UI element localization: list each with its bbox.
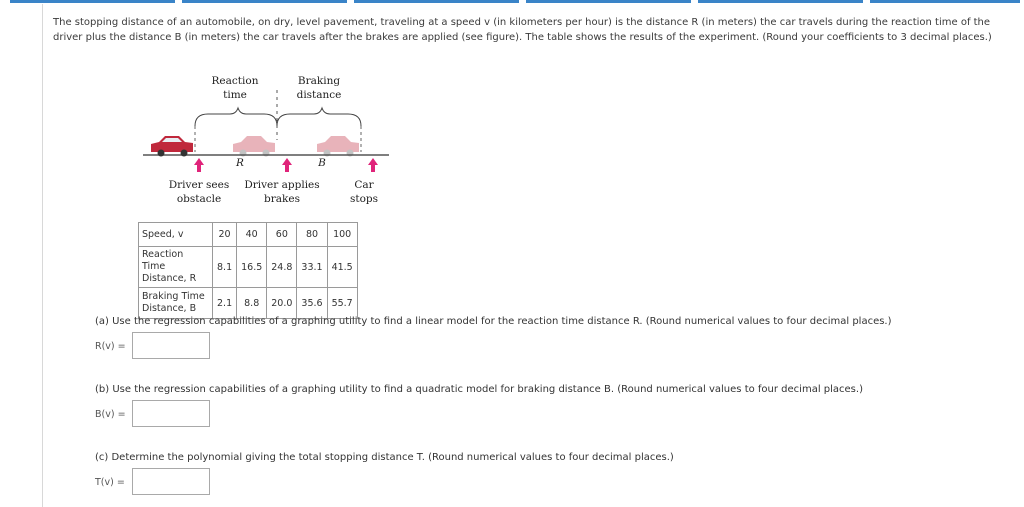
driver-sees-obstacle-label: Driver sees obstacle	[168, 179, 230, 205]
part-b-question: (b) Use the regression capabilities of a graphing utility to find a quadratic model for braking distance B. (Round numerical values to four decimal places.)	[95, 384, 863, 395]
table-cell: 8.8	[237, 288, 267, 319]
arrow-up-icon	[194, 158, 204, 172]
table-cell: 20.0	[267, 288, 297, 319]
table-cell: 20	[213, 223, 237, 247]
car-icon	[151, 136, 193, 157]
part-c-question: (c) Determine the polynomial giving the total stopping distance T. (Round numerical values to four decimal places.)	[95, 452, 674, 463]
table-cell: 100	[327, 223, 357, 247]
r-segment-label: R	[236, 157, 244, 169]
driver-applies-brakes-label: Driver applies brakes	[244, 179, 320, 205]
table-cell: 40	[237, 223, 267, 247]
car-ghost-icon	[317, 136, 359, 157]
reaction-row-header: Reaction Time Distance, R	[139, 247, 213, 288]
braking-distance-label: Braking distance	[296, 75, 342, 101]
b-segment-label: B	[318, 157, 326, 169]
part-b-answer-input[interactable]	[132, 400, 210, 427]
stopping-distance-figure	[133, 68, 433, 218]
tab-indicator	[698, 0, 863, 3]
table-cell: 80	[297, 223, 327, 247]
table-cell: 8.1	[213, 247, 237, 288]
car-stops-label: Car stops	[349, 179, 379, 205]
table-row	[139, 288, 358, 319]
experiment-data-table	[138, 222, 358, 319]
tab-indicator	[182, 0, 347, 3]
part-c-label: T(v) =	[95, 477, 125, 488]
table-row	[139, 247, 358, 288]
part-b-label: B(v) =	[95, 409, 126, 420]
tab-indicator	[870, 0, 1020, 3]
braking-row-header: Braking Time Distance, B	[139, 288, 213, 319]
table-row	[139, 223, 358, 247]
tab-indicator	[526, 0, 691, 3]
table-cell: 60	[267, 223, 297, 247]
tab-indicator	[10, 0, 175, 3]
part-a-label: R(v) =	[95, 341, 126, 352]
table-cell: 41.5	[327, 247, 357, 288]
table-cell: 24.8	[267, 247, 297, 288]
part-a-question: (a) Use the regression capabilities of a graphing utility to find a linear model for the reaction time distance R. (Round numerical values to four decimal places.)	[95, 316, 892, 327]
part-c-answer-input[interactable]	[132, 468, 210, 495]
problem-panel	[42, 4, 1019, 507]
table-cell: 55.7	[327, 288, 357, 319]
table-cell: 33.1	[297, 247, 327, 288]
part-a-answer-input[interactable]	[132, 332, 210, 359]
problem-statement: The stopping distance of an automobile, on dry, level pavement, traveling at a speed v (in kilometers per hour) is the distance R (in meters) the car travels during the reaction time of the driver plus the distance B (in meters) the car travels after the brakes are applied (see figure). The table shows the results of the experiment. (Round your coefficients to 3 decimal places.)	[53, 17, 992, 43]
car-ghost-icon	[233, 136, 275, 157]
arrow-up-icon	[282, 158, 292, 172]
reaction-time-label: Reaction time	[211, 75, 259, 101]
tab-indicator	[354, 0, 519, 3]
table-cell: 2.1	[213, 288, 237, 319]
table-cell: 16.5	[237, 247, 267, 288]
table-cell: 35.6	[297, 288, 327, 319]
speed-row-header: Speed, v	[139, 223, 213, 247]
arrow-up-icon	[368, 158, 378, 172]
